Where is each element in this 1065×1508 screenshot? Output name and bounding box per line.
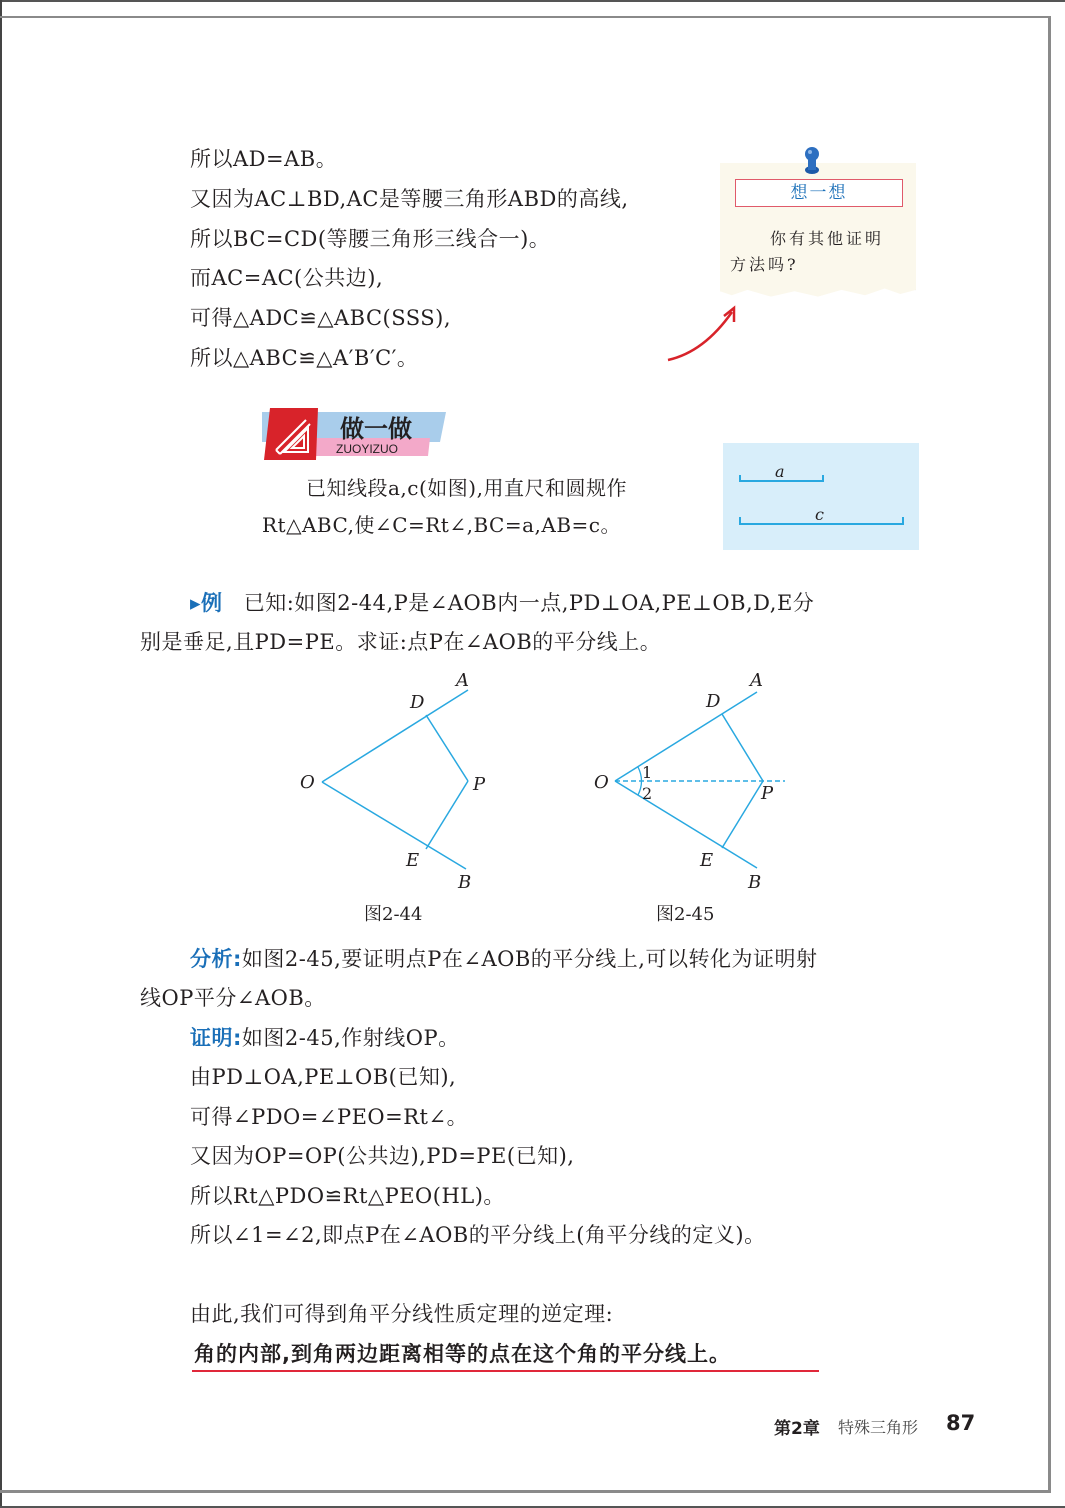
label-D: D xyxy=(410,692,425,713)
proof-label: 证明: xyxy=(190,1026,242,1050)
figure-2-44 xyxy=(300,665,500,905)
page-number: 87 xyxy=(946,1411,976,1435)
proof-step: 又因为OP=OP(公共边),PD=PE(已知), xyxy=(190,1144,575,1168)
think-note-title: 想一想 xyxy=(735,179,903,207)
label-D: D xyxy=(706,691,721,712)
proof-step: 所以∠1=∠2,即点P在∠AOB的平分线上(角平分线的定义)。 xyxy=(190,1223,766,1247)
page-border-bottom xyxy=(0,1490,1051,1493)
proof-text: 如图2-45,作射线OP。 xyxy=(241,1026,460,1050)
segment-PD xyxy=(426,715,468,781)
label-O: O xyxy=(594,772,609,793)
figure-caption: 图2-44 xyxy=(364,904,423,925)
activity-line: 已知线段a,c(如图),用直尺和圆规作 xyxy=(306,476,627,500)
footer-chapter-title: 特殊三角形 xyxy=(838,1418,919,1437)
label-angle-2: 2 xyxy=(642,784,653,803)
activity-title: 做一做 xyxy=(340,415,412,443)
conclusion-intro: 由此,我们可得到角平分线性质定理的逆定理: xyxy=(190,1302,614,1326)
figure-caption: 图2-45 xyxy=(656,904,715,925)
example-text: 已知:如图2-44,P是∠AOB内一点,PD⊥OA,PE⊥OB,D,E分 xyxy=(243,591,815,615)
ray-OB xyxy=(322,782,466,869)
activity-subtitle: ZUOYIZUO xyxy=(336,442,398,456)
theorem-statement: 角的内部,到角两边距离相等的点在这个角的平分线上。 xyxy=(194,1342,731,1366)
think-note-body xyxy=(730,226,910,278)
analysis-line2: 线OP平分∠AOB。 xyxy=(140,986,326,1010)
segment-PD xyxy=(722,714,763,781)
analysis-line1 xyxy=(190,946,817,972)
proof-line1 xyxy=(190,1025,460,1051)
proof-top-line: 而AC=AC(公共边), xyxy=(190,266,384,290)
label-E: E xyxy=(700,850,714,871)
label-P: P xyxy=(761,783,774,804)
pushpin-icon xyxy=(800,146,824,176)
example-line1 xyxy=(190,590,814,616)
example-marker: ▸例 xyxy=(190,591,223,615)
think-note-line1: 你有其他证明 xyxy=(770,229,885,248)
ray-OA xyxy=(322,690,468,782)
proof-top-line: 所以BC=CD(等腰三角形三线合一)。 xyxy=(190,227,551,251)
proof-top-line: 所以△ABC≌△A′B′C′。 xyxy=(190,346,419,370)
activity-line: Rt△ABC,使∠C=Rt∠,BC=a,AB=c。 xyxy=(262,513,621,537)
analysis-label: 分析: xyxy=(190,947,242,971)
proof-step: 所以Rt△PDO≌Rt△PEO(HL)。 xyxy=(190,1184,505,1208)
page-frame-top xyxy=(0,0,1065,2)
label-B: B xyxy=(458,872,472,893)
segment-a-label: a xyxy=(775,462,785,481)
page-frame-left xyxy=(0,0,2,1508)
segment-lines xyxy=(723,443,919,550)
proof-top-line: 所以AD=AB。 xyxy=(190,147,338,171)
label-A: A xyxy=(456,670,469,691)
analysis-text: 如图2-45,要证明点P在∠AOB的平分线上,可以转化为证明射 xyxy=(241,947,818,971)
proof-step: 可得∠PDO=∠PEO=Rt∠。 xyxy=(190,1105,469,1129)
label-B: B xyxy=(748,872,762,893)
label-E: E xyxy=(406,850,420,871)
segment-PE xyxy=(722,781,763,848)
label-O: O xyxy=(300,772,315,793)
proof-top-line: 又因为AC⊥BD,AC是等腰三角形ABD的高线, xyxy=(190,187,629,211)
proof-top-line: 可得△ADC≌△ABC(SSS), xyxy=(190,306,452,330)
footer-chapter: 第2章 xyxy=(774,1419,820,1439)
page-border-top xyxy=(0,16,1050,18)
red-arrow-icon xyxy=(664,302,744,364)
proof-step: 由PD⊥OA,PE⊥OB(已知), xyxy=(190,1065,457,1089)
think-note-line2: 方法吗? xyxy=(730,255,799,274)
segment-c-label: c xyxy=(815,505,824,524)
label-angle-1: 1 xyxy=(642,763,653,782)
example-line2: 别是垂足,且PD=PE。求证:点P在∠AOB的平分线上。 xyxy=(140,630,662,654)
theorem-underline xyxy=(192,1370,819,1372)
label-P: P xyxy=(473,774,486,795)
label-A: A xyxy=(750,670,763,691)
segment-PE xyxy=(426,781,468,849)
page-border-right xyxy=(1048,16,1051,1491)
